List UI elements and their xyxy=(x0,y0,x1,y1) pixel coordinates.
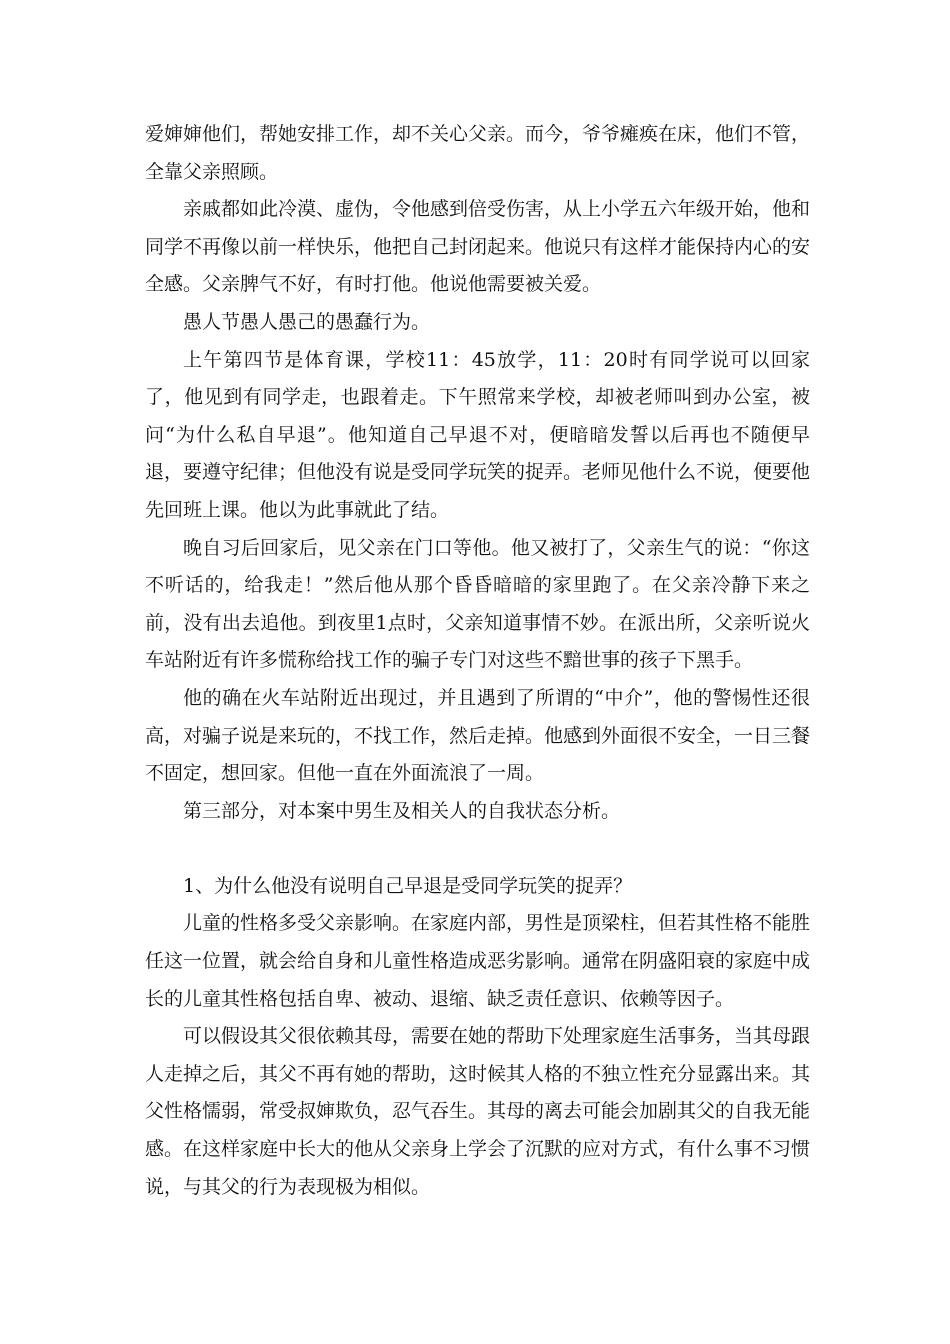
paragraph-6: 他的确在火车站附近出现过，并且遇到了所谓的“中介”，他的警惕性还很高，对骗子说是来玩的，不找工作，然后走掉。他感到外面很不安全，一日三餐不固定，想回家。但他一直在外面流浪了一周。 xyxy=(145,686,811,785)
section-heading-part-three: 第三部分，对本案中男生及相关人的自我状态分析。 xyxy=(183,799,621,822)
paragraph-2: 亲戚都如此冷漠、虚伪，令他感到倍受伤害，从上小学五六年级开始，他和同学不再像以前一样快乐，他把自己封闭起来。他说只有这样才能保持内心的安全感。父亲脾气不好，有时打他。他说他需要被关爱。 xyxy=(145,198,811,296)
paragraph-5: 晚自习后回家后，见父亲在门口等他。他又被打了，父亲生气的说：“你这不听话的，给我走！”然后他从那个昏昏暗暗的家里跑了。在父亲冷静下来之前，没有出去追他。到夜里1点时，父亲知道事情不妙。在派出所，父亲听说火车站附近有许多慌称给找工作的骗子专门对这些不黯世事的孩子下黑手。 xyxy=(145,536,810,672)
paragraph-8: 儿童的性格多受父亲影响。在家庭内部，男性是顶梁柱，但若其性格不能胜任这一位置，就会给自身和儿童性格造成恶劣影响。通常在阴盛阳衰的家庭中成长的儿童其性格包括自卑、被动、退缩、缺乏责任意识、依赖等因子。 xyxy=(145,912,811,1010)
paragraph-4: 上午第四节是体育课，学校11：45放学，11：20时有同学说可以回家了，他见到有同学走，也跟着走。下午照常来学校，却被老师叫到办公室，被问“为什么私自早退”。他知道自己早退不对，便暗暗发誓以后再也不随便早退，要遵守纪律；但他没有说是受同学玩笑的捉弄。老师见他什么不说，便要他先回班上课。他以为此事就此了结。 xyxy=(145,348,811,521)
question-heading-1: 1、为什么他没有说明自己早退是受同学玩笑的捉弄？ xyxy=(183,874,633,897)
paragraph-9: 可以假设其父很依赖其母，需要在她的帮助下处理家庭生活事务，当其母跟人走掉之后，其父不再有她的帮助，这时候其人格的不独立性充分显露出来。其父性格懦弱，常受叔婶欺负，忍气吞生。其母的离去可能会加剧其父的自我无能感。在这样家庭中长大的他从父亲身上学会了沉默的应对方式，有什么事不习惯说，与其父的行为表现极为相似。 xyxy=(145,1025,811,1198)
paragraph-3: 愚人节愚人愚己的愚蠢行为。 xyxy=(183,310,431,333)
paragraph-1: 爱婶婶他们，帮她安排工作，却不关心父亲。而今，爷爷瘫痪在床，他们不管，全靠父亲照顾。 xyxy=(145,123,811,183)
document-page xyxy=(145,116,810,1206)
